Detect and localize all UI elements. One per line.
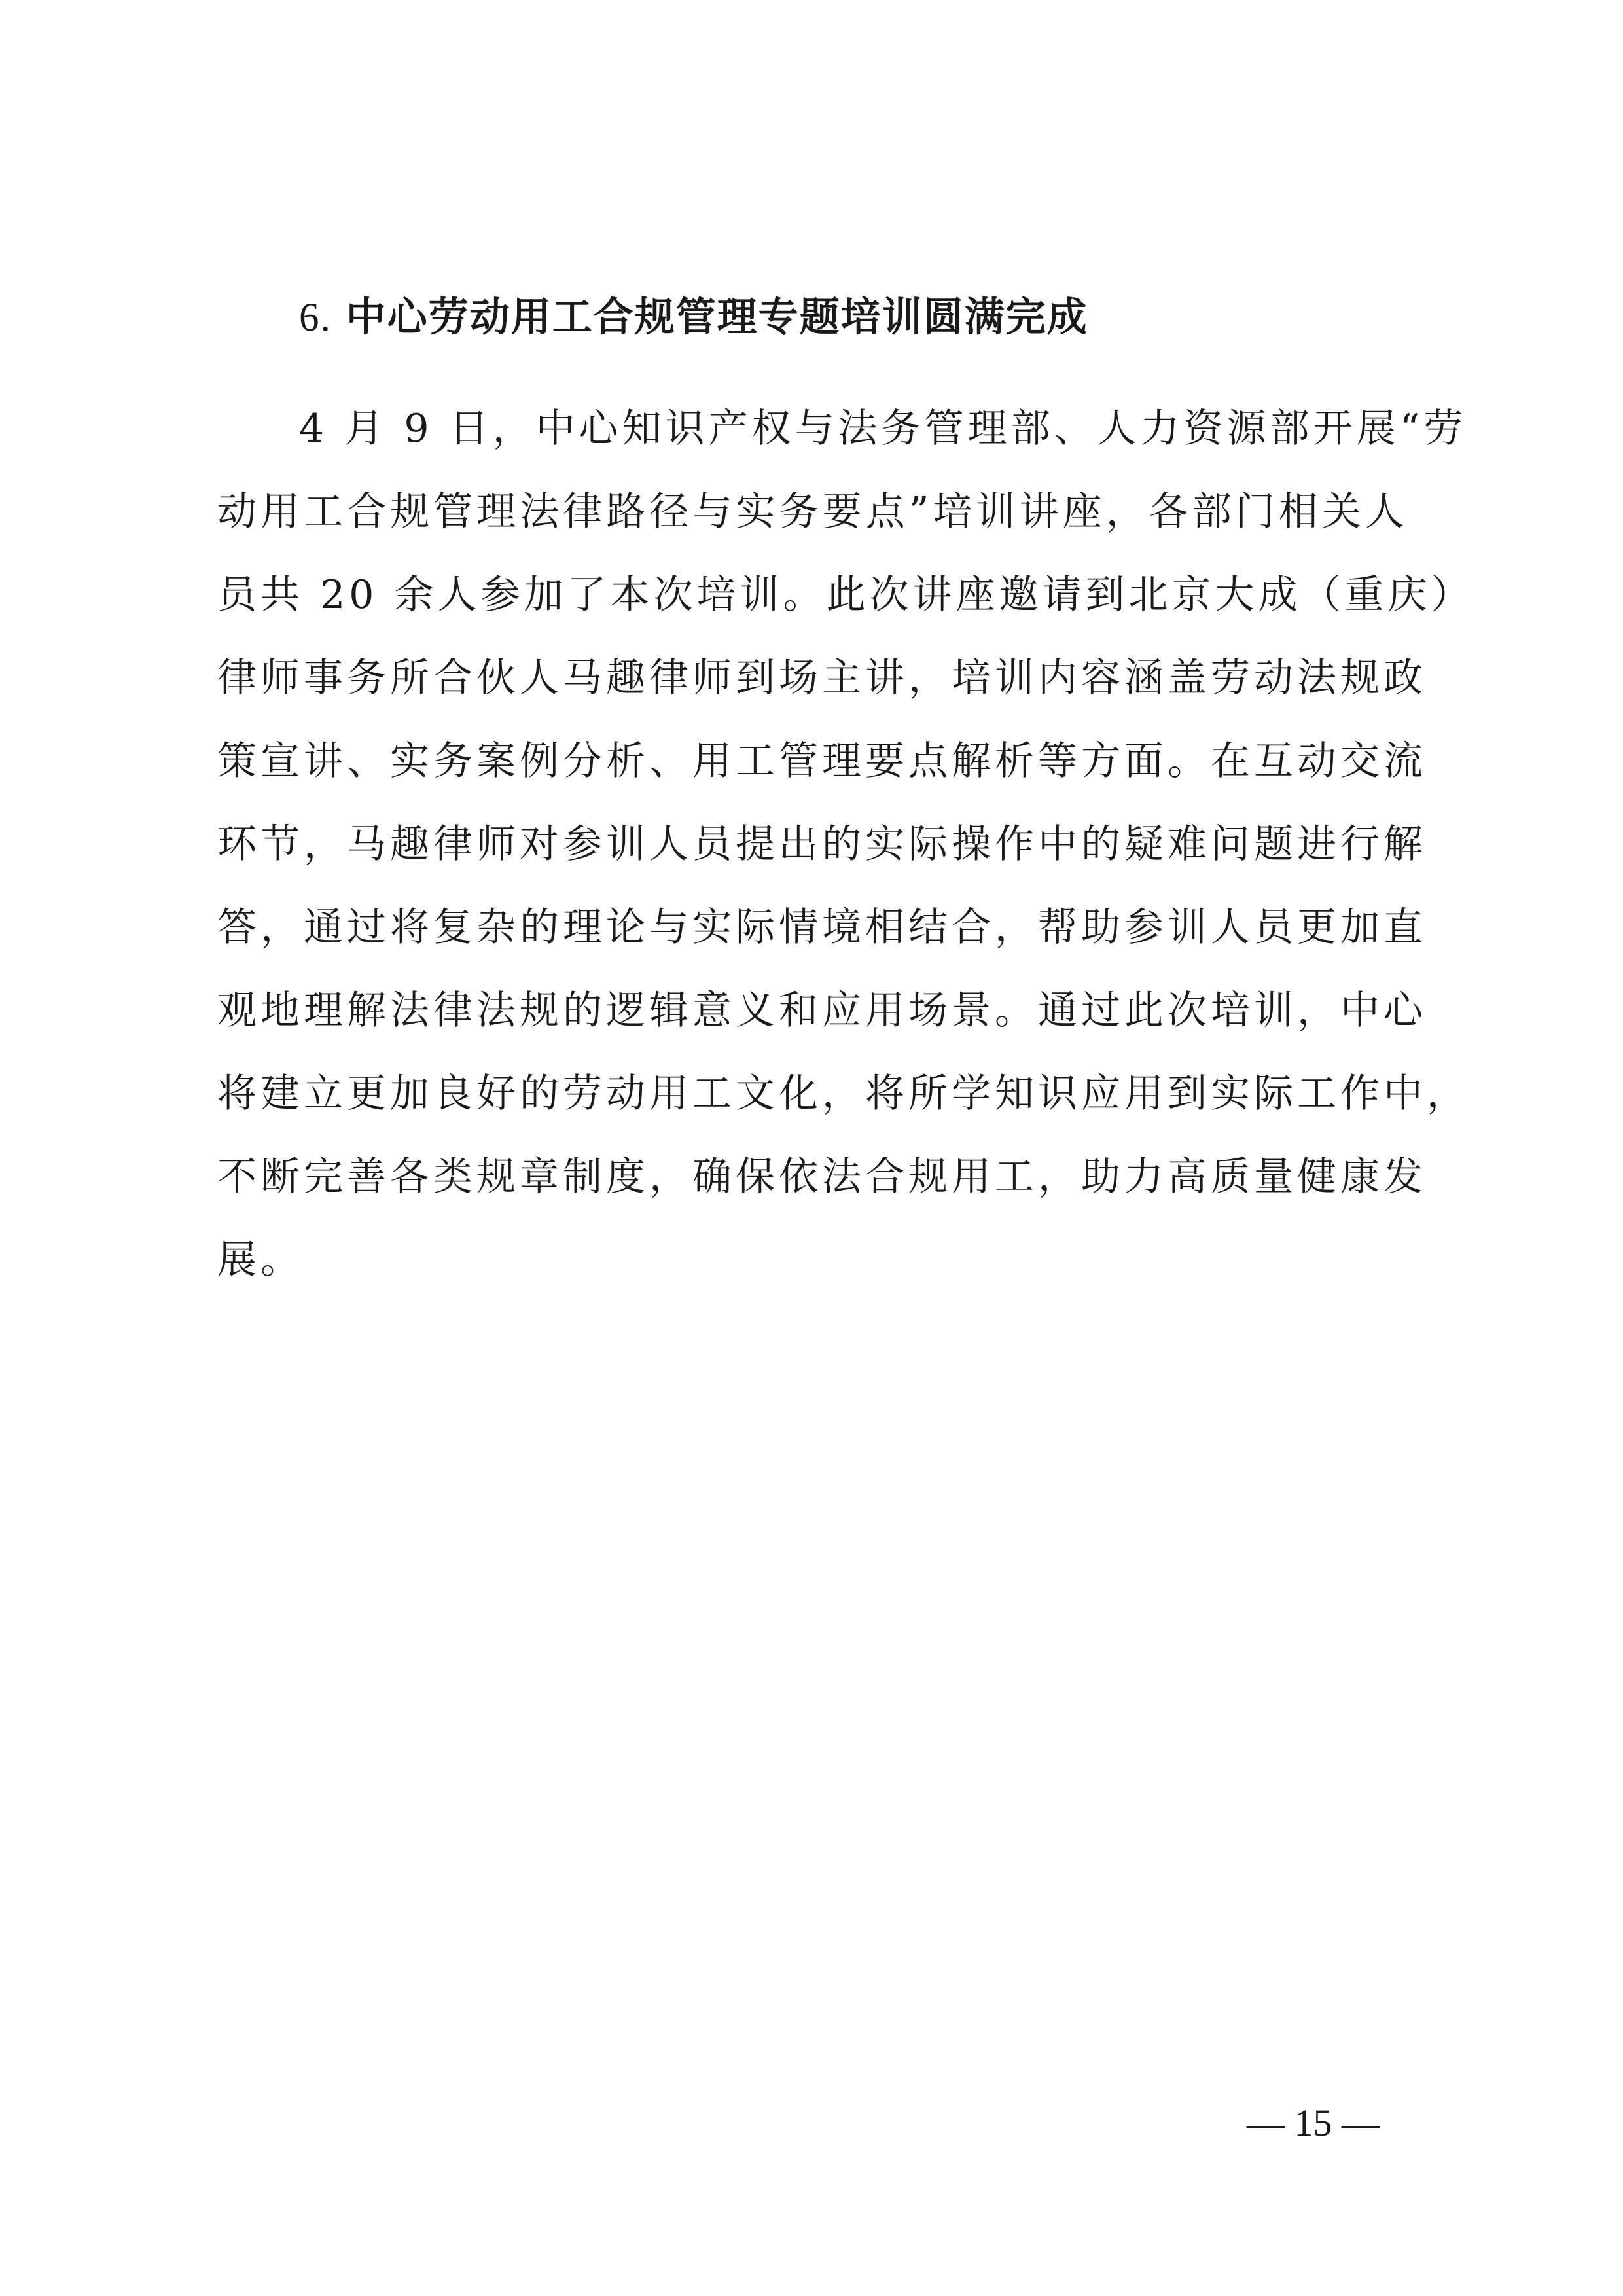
section-heading — [299, 293, 1477, 342]
paragraph-line: 不断完善各类规章制度，确保依法合规用工，助力高质量健康发 — [217, 1154, 1427, 1200]
paragraph-line: 4 月 9 日，中心知识产权与法务管理部、人力资源部开展“劳 — [299, 406, 1467, 452]
page-number: — 15 — — [1247, 2102, 1380, 2144]
paragraph-line: 动用工合规管理法律路径与实务要点”培训讲座，各部门相关人 — [217, 489, 1408, 535]
section-number: 6. — [299, 296, 332, 340]
paragraph-line: 观地理解法律法规的逻辑意义和应用场景。通过此次培训，中心 — [217, 988, 1427, 1033]
paragraph-line: 将建立更加良好的劳动用工文化，将所学知识应用到实际工作中， — [217, 1071, 1470, 1117]
paragraph-line: 环节，马趣律师对参训人员提出的实际操作中的疑难问题进行解 — [217, 821, 1427, 867]
paragraph-line: 答，通过将复杂的理论与实际情境相结合，帮助参训人员更加直 — [217, 905, 1427, 950]
section-title: 中心劳动用工合规管理专题培训圆满完成 — [346, 294, 1088, 340]
paragraph-line: 策宣讲、实务案例分析、用工管理要点解析等方面。在互动交流 — [217, 738, 1427, 784]
paragraph-line: 展。 — [217, 1237, 304, 1283]
paragraph-line: 律师事务所合伙人马趣律师到场主讲，培训内容涵盖劳动法规政 — [217, 655, 1427, 701]
body-paragraph — [217, 387, 1474, 1302]
paragraph-line: 员共 20 余人参加了本次培训。此次讲座邀请到北京大成（重庆） — [217, 572, 1474, 618]
